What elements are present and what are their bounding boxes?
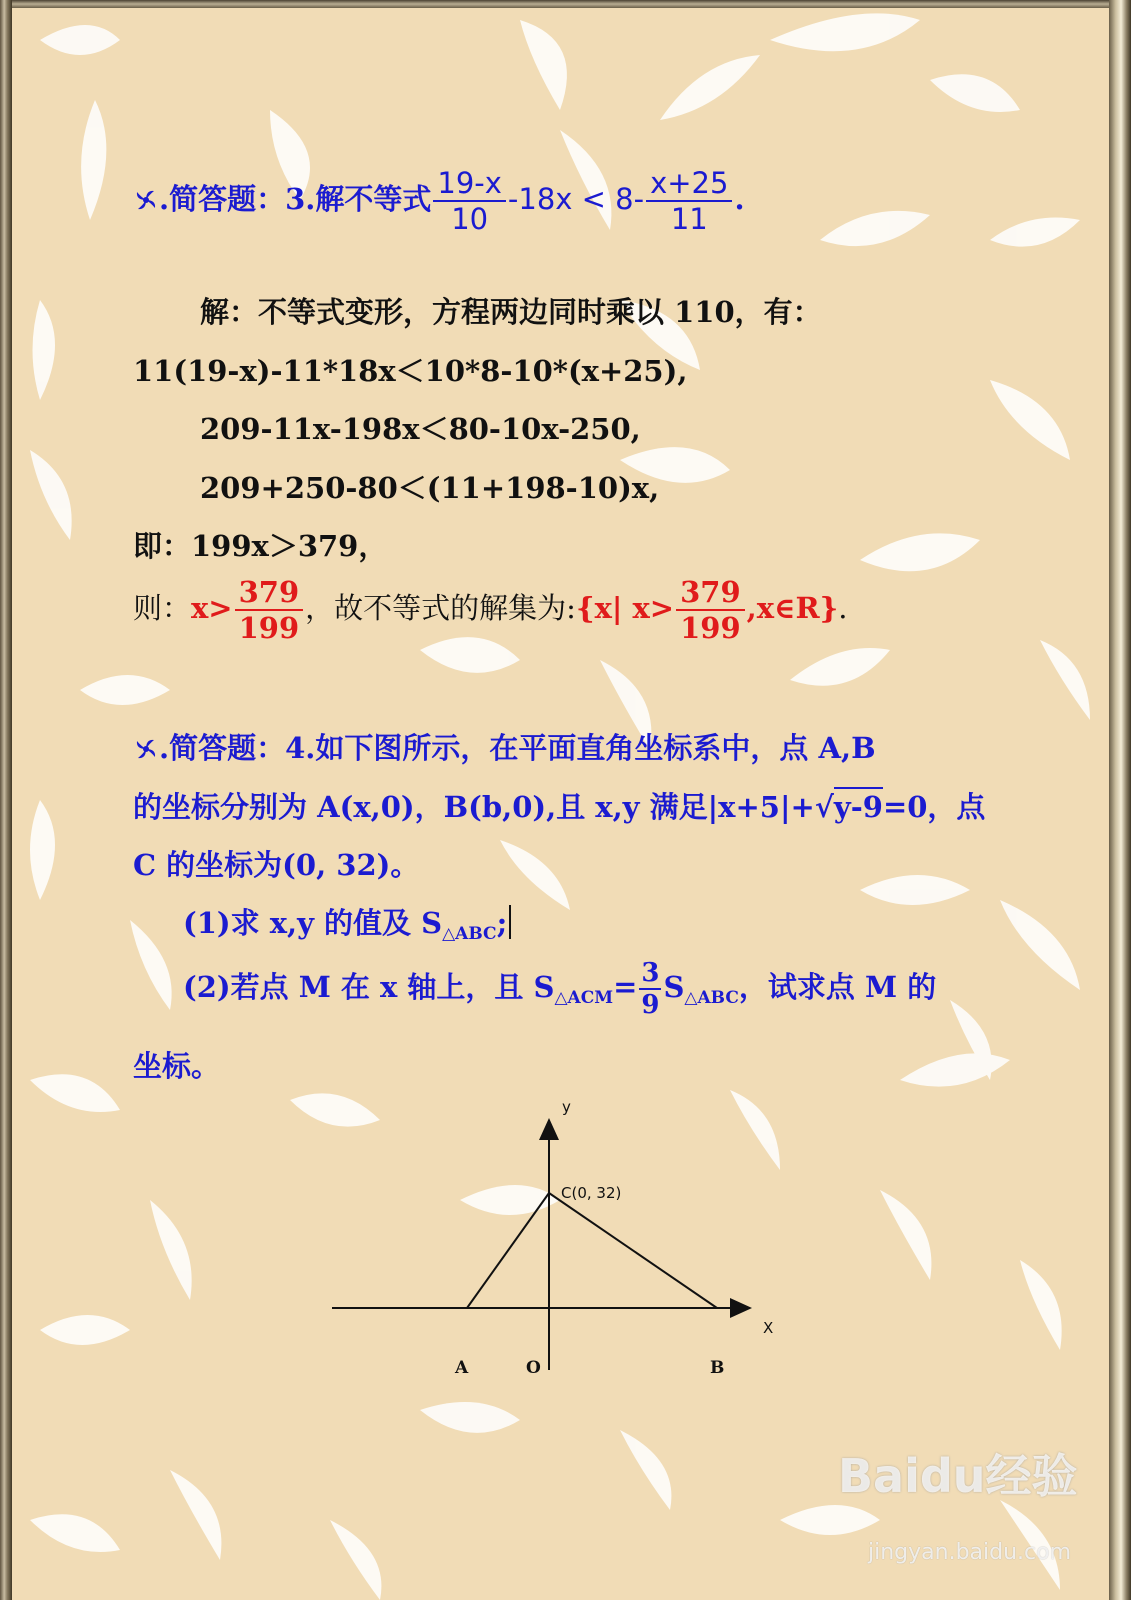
solution-then-label: 则： — [133, 591, 192, 625]
solution-set-close: ,x∈R} — [746, 591, 839, 625]
coordinate-diagram — [320, 1100, 800, 1400]
baidu-watermark: Baidu经验 — [838, 1449, 1078, 1503]
point-b-label: B — [710, 1358, 725, 1378]
part-1-end: ; — [496, 906, 508, 940]
part-1-text: (1)求 x,y 的值及 S — [183, 906, 443, 940]
part-2-equals: = — [613, 970, 638, 1004]
fraction-1-denominator: 10 — [433, 200, 506, 236]
part-2-fraction-denominator: 9 — [641, 990, 660, 1020]
set-fraction-numerator: 379 — [680, 575, 741, 609]
question-4-last-line: 坐标。 — [133, 1049, 221, 1083]
origin-label: O — [526, 1358, 541, 1378]
set-fraction-denominator: 199 — [676, 609, 745, 645]
part-2-subscript-abc: △ABC — [684, 988, 739, 1008]
x-axis-label: X — [763, 1319, 774, 1337]
question-3-prefix: .简答题：3.解不等式 — [159, 182, 432, 216]
point-a-label: A — [455, 1358, 469, 1378]
part-2-s: S — [663, 970, 685, 1004]
solution-line-3: 209-11x-198x＜80-10x-250, — [200, 412, 641, 446]
question-3-end: . — [734, 182, 745, 216]
answer-fraction-numerator: 379 — [238, 575, 300, 609]
question-3-middle: -18x < 8- — [507, 182, 645, 216]
y-axis-label: y — [562, 1100, 571, 1116]
solution-line-5: 即：199x＞379， — [133, 529, 388, 563]
solution-end: . — [838, 591, 848, 625]
fraction-1-numerator: 19-x — [437, 166, 502, 200]
part-2-text: (2)若点 M 在 x 轴上，且 S — [183, 970, 555, 1004]
solution-line-4: 209+250-80＜(11+198-10)x, — [200, 471, 660, 505]
part-2-fraction-numerator: 3 — [641, 958, 660, 988]
solution-line-2: 11(19-x)-11*18x＜10*8-10*(x+25), — [133, 354, 688, 388]
sqrt-symbol: √ — [814, 790, 834, 824]
question-4-line-1: .简答题：4.如下图所示，在平面直角坐标系中，点 A,B — [159, 731, 876, 765]
solution-set-open: {x| x> — [575, 591, 675, 625]
solution-set-text: ，故不等式的解集为: — [305, 591, 576, 625]
point-c-label: C(0, 32) — [561, 1184, 622, 1202]
part-1-subscript: △ABC — [442, 924, 497, 944]
triangle-side-cb — [549, 1193, 717, 1308]
part-2-tail: ，试求点 M 的 — [738, 970, 937, 1004]
solution-answer-x: x> — [191, 591, 233, 625]
fraction-2-denominator: 11 — [646, 200, 732, 236]
sqrt-radicand: y-9 — [834, 787, 883, 824]
triangle-side-ac — [467, 1193, 549, 1308]
question-4-line-2-b: =0，点 — [882, 790, 986, 824]
part-2-subscript-acm: △ACM — [554, 988, 614, 1008]
question-4-line-3: C 的坐标为(0, 32)。 — [133, 848, 420, 882]
question-4-line-2-a: 的坐标分别为 A(x,0)，B(b,0),且 x,y 满足|x+5|+ — [133, 790, 815, 824]
fraction-2-numerator: x+25 — [650, 166, 729, 200]
baidu-watermark-url: jingyan.baidu.com — [868, 1540, 1072, 1565]
solution-line-1: 解：不等式变形，方程两边同时乘以 110，有： — [200, 295, 822, 329]
answer-fraction-denominator: 199 — [235, 609, 304, 645]
